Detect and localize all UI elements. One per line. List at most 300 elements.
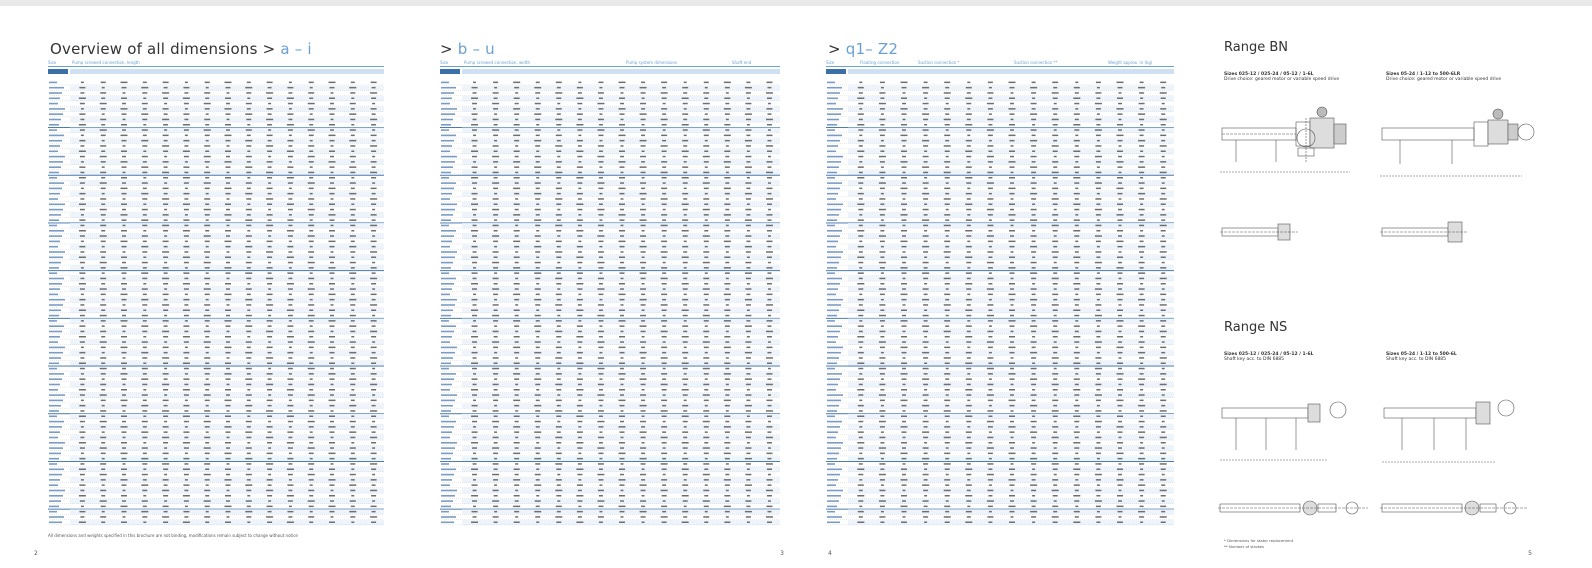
cell-value-mark: [682, 177, 689, 179]
cell-value-mark: [704, 188, 709, 190]
cell-value-mark: [1074, 378, 1080, 380]
cell-value-mark: [987, 315, 994, 317]
cell-value-mark: [79, 219, 85, 221]
cell-value-mark: [1009, 230, 1015, 232]
cell-value-mark: [142, 394, 148, 396]
cell-value-mark: [1075, 426, 1078, 428]
cell-value-mark: [80, 394, 85, 396]
size-label-mark: [441, 151, 450, 153]
cell-value-mark: [988, 320, 993, 322]
cell-value-mark: [1010, 246, 1015, 248]
cell-value-mark: [101, 469, 105, 471]
cell-value-mark: [597, 209, 604, 211]
cell-value-mark: [370, 384, 377, 386]
cell-value-mark: [266, 437, 273, 439]
cell-value-mark: [371, 506, 377, 508]
cell-value-mark: [745, 140, 752, 142]
cell-value-mark: [576, 363, 583, 365]
cell-value-mark: [640, 219, 647, 221]
cell-value-mark: [268, 484, 272, 486]
cell-value-mark: [1009, 506, 1016, 508]
cell-value-mark: [1118, 262, 1122, 264]
cell-value-mark: [641, 251, 646, 253]
cell-value-mark: [1052, 506, 1058, 508]
cell-value-mark: [1118, 209, 1122, 211]
cell-value-mark: [903, 410, 906, 412]
cell-value-mark: [576, 442, 583, 444]
cell-value-mark: [1054, 262, 1057, 264]
cell-value-mark: [924, 506, 928, 508]
cell-value-mark: [329, 347, 336, 349]
cell-value-mark: [725, 209, 729, 211]
cell-value-mark: [308, 92, 314, 94]
cell-value-mark: [598, 92, 604, 94]
cell-value-mark: [472, 299, 478, 301]
cell-value-mark: [162, 225, 169, 227]
cell-value-mark: [267, 400, 273, 402]
cell-value-mark: [640, 474, 646, 476]
cell-value-mark: [1162, 182, 1165, 184]
cell-value-mark: [662, 310, 667, 312]
cell-value-mark: [880, 389, 884, 391]
cell-value-mark: [1073, 389, 1080, 391]
cell-value-mark: [1075, 225, 1079, 227]
cell-value-mark: [881, 431, 884, 433]
cell-value-mark: [371, 267, 377, 269]
cell-value-mark: [703, 156, 710, 158]
cell-value-mark: [683, 172, 687, 174]
cell-value-mark: [880, 241, 885, 243]
size-label-mark: [827, 347, 843, 349]
cell-value-mark: [370, 92, 377, 94]
cell-value-mark: [247, 310, 250, 312]
cell-value-mark: [619, 177, 625, 179]
cell-value-mark: [857, 442, 864, 444]
cell-value-mark: [143, 426, 147, 428]
cell-value-mark: [494, 219, 497, 221]
cell-value-mark: [858, 394, 863, 396]
cell-value-mark: [989, 219, 992, 221]
cell-value-mark: [308, 331, 314, 333]
cell-value-mark: [967, 135, 970, 137]
cell-value-mark: [122, 262, 126, 264]
cell-value-mark: [725, 246, 730, 248]
cell-value-mark: [901, 389, 907, 391]
cell-value-mark: [1031, 516, 1036, 518]
cell-value-mark: [703, 474, 710, 476]
cell-value-mark: [204, 288, 211, 290]
cell-value-mark: [79, 325, 85, 327]
cell-value-mark: [309, 177, 313, 179]
cell-value-mark: [247, 506, 251, 508]
cell-value-mark: [185, 479, 188, 481]
size-label-mark: [49, 484, 58, 486]
cell-value-mark: [705, 246, 708, 248]
cell-value-mark: [599, 310, 603, 312]
cell-value-mark: [903, 516, 906, 518]
cell-value-mark: [247, 347, 251, 349]
cell-value-mark: [121, 479, 128, 481]
cell-value-mark: [79, 484, 85, 486]
header-sz: [440, 69, 460, 74]
size-label-mark: [827, 193, 838, 195]
cell-value-mark: [493, 410, 499, 412]
size-label-mark: [49, 368, 57, 370]
cell-value-mark: [578, 214, 581, 216]
cell-value-mark: [80, 103, 85, 105]
size-label-mark: [827, 172, 837, 174]
cell-value-mark: [642, 495, 645, 497]
title-range: q1– Z2: [845, 40, 899, 58]
size-label-mark: [827, 315, 837, 317]
cell-value-mark: [661, 453, 667, 455]
cell-value-mark: [102, 431, 105, 433]
cell-value-mark: [515, 410, 518, 412]
cell-value-mark: [493, 506, 498, 508]
cell-value-mark: [79, 166, 85, 168]
cell-value-mark: [923, 129, 929, 131]
cell-value-mark: [556, 495, 561, 497]
size-label-mark: [827, 500, 839, 502]
cell-value-mark: [309, 82, 314, 84]
cell-value-mark: [246, 368, 252, 370]
cell-value-mark: [101, 108, 106, 110]
cell-value-mark: [164, 405, 168, 407]
cell-value-mark: [946, 341, 949, 343]
cell-value-mark: [703, 331, 709, 333]
cell-value-mark: [268, 474, 271, 476]
cell-value-mark: [902, 325, 907, 327]
cell-value-mark: [350, 288, 356, 290]
cell-value-mark: [267, 495, 272, 497]
size-label-mark: [827, 384, 838, 386]
cell-value-mark: [557, 421, 560, 423]
cell-value-mark: [1031, 331, 1036, 333]
cell-value-mark: [331, 251, 334, 253]
cell-value-mark: [767, 113, 771, 115]
cell-value-mark: [1139, 384, 1144, 386]
cell-value-mark: [858, 113, 864, 115]
cell-value-mark: [725, 235, 729, 237]
cell-value-mark: [945, 272, 949, 274]
cell-value-mark: [185, 188, 188, 190]
cell-value-mark: [514, 522, 520, 524]
cell-value-mark: [370, 331, 377, 333]
size-label-mark: [827, 458, 837, 460]
cell-value-mark: [556, 124, 561, 126]
cell-value-mark: [535, 516, 540, 518]
cell-value-mark: [351, 389, 354, 391]
cell-value-mark: [184, 103, 189, 105]
cell-value-mark: [989, 140, 992, 142]
cell-value-mark: [350, 209, 356, 211]
cell-value-mark: [767, 495, 772, 497]
size-label-mark: [49, 161, 63, 163]
cell-value-mark: [880, 347, 885, 349]
cell-value-mark: [967, 400, 970, 402]
size-label-mark: [49, 235, 62, 237]
cell-value-mark: [858, 87, 864, 89]
cell-value-mark: [143, 442, 146, 444]
cell-value-mark: [944, 304, 951, 306]
cell-value-mark: [578, 373, 581, 375]
cell-value-mark: [331, 172, 334, 174]
cell-value-mark: [621, 463, 624, 465]
cell-value-mark: [965, 257, 972, 259]
cell-value-mark: [100, 357, 106, 359]
cell-value-mark: [121, 294, 128, 296]
cell-value-mark: [247, 469, 250, 471]
cell-value-mark: [122, 431, 127, 433]
cell-value-mark: [620, 219, 625, 221]
cell-value-mark: [598, 479, 603, 481]
ns-left-caption: [1224, 352, 1313, 362]
cell-value-mark: [1053, 219, 1057, 221]
cell-value-mark: [329, 416, 335, 418]
cell-value-mark: [349, 458, 356, 460]
cell-value-mark: [619, 373, 626, 375]
cell-value-mark: [100, 198, 106, 200]
cell-value-mark: [746, 225, 751, 227]
cell-value-mark: [923, 394, 929, 396]
cell-value-mark: [183, 272, 189, 274]
cell-value-mark: [1096, 426, 1101, 428]
cell-value-mark: [101, 283, 105, 285]
cell-value-mark: [162, 437, 169, 439]
cell-value-mark: [162, 304, 169, 306]
cell-value-mark: [535, 262, 541, 264]
cell-value-mark: [859, 82, 862, 84]
cell-value-mark: [371, 177, 376, 179]
cell-value-mark: [287, 484, 293, 486]
cell-value-mark: [620, 474, 624, 476]
cell-value-mark: [859, 410, 863, 412]
cell-value-mark: [1096, 98, 1100, 100]
cell-value-mark: [79, 140, 85, 142]
cell-value-mark: [922, 511, 929, 513]
cell-value-mark: [121, 373, 128, 375]
cell-value-mark: [1095, 331, 1101, 333]
cell-value-mark: [1032, 416, 1035, 418]
cell-value-mark: [1074, 235, 1079, 237]
cell-value-mark: [1052, 453, 1058, 455]
cell-value-mark: [766, 320, 772, 322]
cell-value-mark: [641, 267, 645, 269]
cell-value-mark: [493, 426, 498, 428]
size-label-mark: [441, 490, 457, 492]
cell-value-mark: [1074, 405, 1080, 407]
cell-value-mark: [1030, 246, 1037, 248]
cell-value-mark: [1160, 357, 1167, 359]
cell-value-mark: [494, 522, 498, 524]
cell-value-mark: [473, 331, 477, 333]
cell-value-mark: [745, 87, 752, 89]
cell-value-mark: [557, 431, 561, 433]
cell-value-mark: [349, 378, 356, 380]
cell-value-mark: [682, 257, 689, 259]
cell-value-mark: [101, 294, 106, 296]
cell-value-mark: [492, 474, 499, 476]
cell-value-mark: [1117, 336, 1123, 338]
cell-value-mark: [331, 92, 334, 94]
cell-value-mark: [1119, 410, 1122, 412]
cell-value-mark: [330, 325, 335, 327]
cell-value-mark: [768, 474, 771, 476]
cell-value-mark: [80, 384, 84, 386]
cell-value-mark: [987, 119, 993, 121]
cell-value-mark: [287, 325, 293, 327]
cell-value-mark: [576, 522, 583, 524]
cell-value-mark: [966, 421, 971, 423]
cell-value-mark: [329, 177, 335, 179]
cell-value-mark: [1117, 426, 1124, 428]
cell-value-mark: [577, 288, 582, 290]
cell-value-mark: [350, 262, 356, 264]
cell-value-mark: [724, 426, 731, 428]
cell-value-mark: [121, 389, 127, 391]
cell-value-mark: [163, 310, 168, 312]
cell-value-mark: [494, 204, 498, 206]
cell-value-mark: [536, 204, 539, 206]
cell-value-mark: [597, 500, 604, 502]
cell-value-mark: [945, 193, 949, 195]
cell-value-mark: [513, 347, 520, 349]
size-label-mark: [49, 405, 61, 407]
cell-value-mark: [1096, 294, 1101, 296]
cell-value-mark: [747, 204, 750, 206]
cell-value-mark: [859, 108, 862, 110]
size-label-mark: [827, 484, 836, 486]
cell-value-mark: [1052, 437, 1059, 439]
cell-value-mark: [472, 219, 478, 221]
cell-value-mark: [704, 98, 708, 100]
cell-value-mark: [641, 373, 645, 375]
cell-value-mark: [599, 272, 602, 274]
cell-value-mark: [726, 145, 729, 147]
cell-value-mark: [703, 421, 710, 423]
cell-value-mark: [183, 246, 189, 248]
size-label-mark: [827, 421, 842, 423]
cell-value-mark: [515, 145, 518, 147]
cell-value-mark: [859, 241, 862, 243]
size-label-mark: [441, 172, 451, 174]
cell-value-mark: [287, 87, 293, 89]
size-label-mark: [441, 442, 457, 444]
cell-value-mark: [902, 378, 907, 380]
cell-value-mark: [472, 113, 478, 115]
group-separator: [440, 461, 780, 462]
cell-value-mark: [122, 325, 127, 327]
cell-value-mark: [945, 325, 949, 327]
cell-value-mark: [1162, 129, 1165, 131]
cell-value-mark: [923, 251, 928, 253]
cell-value-mark: [661, 198, 668, 200]
cell-value-mark: [492, 235, 499, 237]
cell-value-mark: [536, 214, 540, 216]
cell-value-mark: [534, 299, 541, 301]
cell-value-mark: [267, 373, 273, 375]
cell-value-mark: [620, 341, 624, 343]
cell-value-mark: [101, 389, 105, 391]
cell-value-mark: [1054, 156, 1057, 158]
cell-value-mark: [1011, 437, 1014, 439]
cell-value-mark: [683, 92, 687, 94]
cell-value-mark: [225, 522, 231, 524]
cell-value-mark: [226, 113, 231, 115]
cell-value-mark: [101, 506, 106, 508]
cell-value-mark: [101, 453, 106, 455]
cell-value-mark: [371, 124, 376, 126]
cell-value-mark: [902, 235, 906, 237]
cell-value-mark: [1030, 113, 1037, 115]
cell-value-mark: [577, 341, 582, 343]
cell-value-mark: [767, 389, 772, 391]
size-label-mark: [49, 458, 59, 460]
cell-value-mark: [309, 495, 313, 497]
cell-value-mark: [268, 246, 272, 248]
cell-value-mark: [903, 119, 906, 121]
cell-value-mark: [924, 522, 927, 524]
cell-value-mark: [330, 156, 334, 158]
cell-value-mark: [331, 331, 334, 333]
cell-value-mark: [1053, 151, 1058, 153]
cell-value-mark: [1010, 405, 1015, 407]
cell-value-mark: [945, 484, 949, 486]
cell-value-mark: [768, 129, 771, 131]
size-label-mark: [441, 87, 456, 89]
cell-value-mark: [143, 453, 147, 455]
cell-value-mark: [515, 437, 518, 439]
note-stator: * Dimensions for stator replacement: [1224, 538, 1294, 543]
cell-value-mark: [472, 166, 478, 168]
cell-value-mark: [308, 341, 315, 343]
cell-value-mark: [640, 341, 646, 343]
size-label-mark: [441, 426, 454, 428]
cell-value-mark: [1053, 166, 1057, 168]
cell-value-mark: [493, 384, 499, 386]
cell-value-mark: [661, 145, 668, 147]
cell-value-mark: [641, 172, 646, 174]
cell-value-mark: [184, 421, 189, 423]
cell-value-mark: [879, 331, 885, 333]
cell-value-mark: [724, 416, 730, 418]
cell-value-mark: [725, 484, 730, 486]
cell-value-mark: [309, 161, 314, 163]
cell-value-mark: [703, 278, 709, 280]
cell-value-mark: [100, 304, 106, 306]
cell-value-mark: [515, 341, 519, 343]
cell-value-mark: [988, 522, 992, 524]
cell-value-mark: [370, 357, 377, 359]
cell-value-mark: [1160, 426, 1166, 428]
cell-value-mark: [80, 92, 84, 94]
cell-value-mark: [1095, 251, 1101, 253]
cell-value-mark: [1096, 453, 1101, 455]
cell-value-mark: [965, 204, 972, 206]
cell-value-mark: [79, 416, 86, 418]
cell-value-mark: [330, 474, 334, 476]
cell-value-mark: [267, 294, 273, 296]
cell-value-mark: [1075, 214, 1078, 216]
cell-value-mark: [287, 336, 294, 338]
size-label-mark: [827, 352, 841, 354]
cell-value-mark: [268, 193, 272, 195]
cell-value-mark: [225, 135, 232, 137]
cell-value-mark: [746, 278, 751, 280]
size-label-mark: [827, 522, 840, 524]
size-label-mark: [827, 262, 839, 264]
cell-value-mark: [901, 135, 908, 137]
